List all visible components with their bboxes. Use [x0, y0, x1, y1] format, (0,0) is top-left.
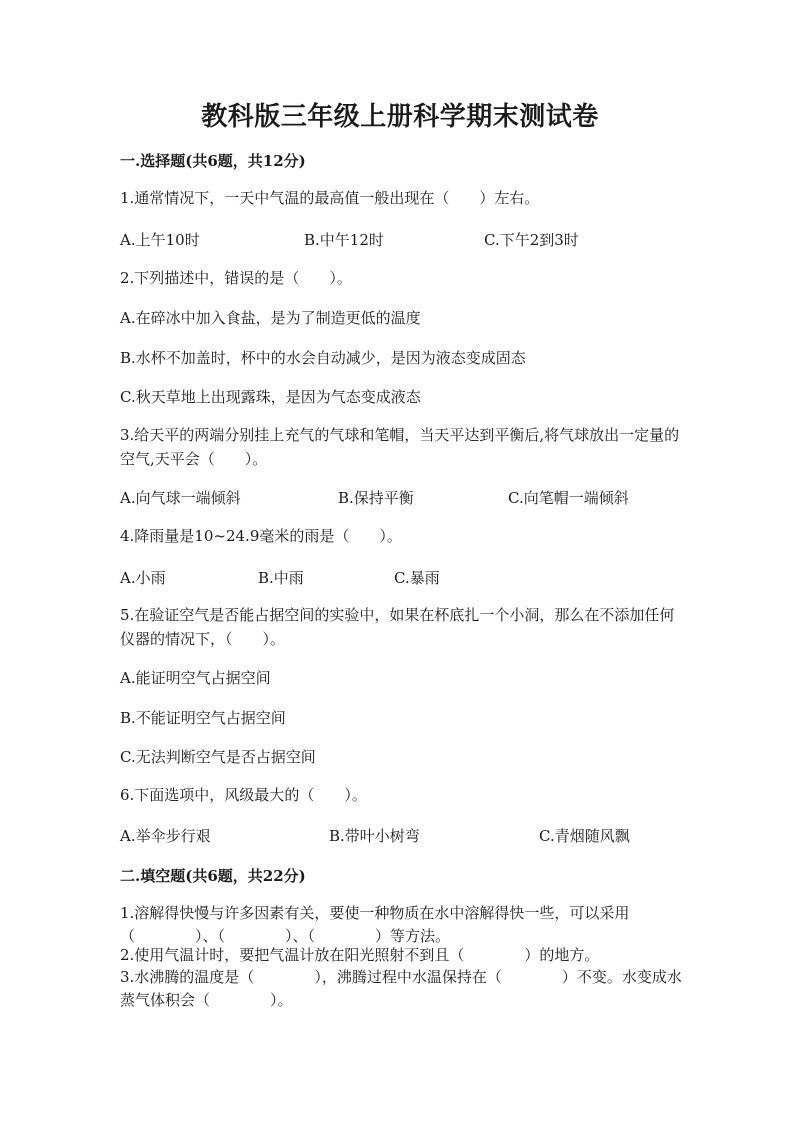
- question-2-option-b: B.水杯不加盖时，杯中的水会自动减少，是因为液态变成固态: [120, 349, 526, 367]
- question-3-option-a: A.向气球一端倾斜: [120, 489, 241, 507]
- question-6-stem: 6.下面选项中，风级最大的（ ）。: [120, 786, 367, 804]
- question-5-option-a: A.能证明空气占据空间: [120, 669, 271, 687]
- question-4-option-b: B.中雨: [258, 569, 304, 587]
- fill-question-3: 3.水沸腾的温度是（ ），沸腾过程中水温保持在（ ）不变。水变成水蒸气体积会（ ）。: [120, 968, 682, 1009]
- question-5-option-c: C.无法判断空气是否占据空间: [120, 748, 316, 766]
- page-title: 教科版三年级上册科学期末测试卷: [201, 102, 599, 132]
- question-5-option-b: B.不能证明空气占据空间: [120, 709, 286, 727]
- fill-question-2: 2.使用气温计时，要把气温计放在阳光照射不到且（ ）的地方。: [120, 946, 600, 964]
- question-2-option-a: A.在碎冰中加入食盐，是为了制造更低的温度: [120, 309, 421, 327]
- question-3-option-b: B.保持平衡: [338, 489, 414, 507]
- section-heading-choice: 一.选择题(共6题，共12分): [120, 152, 306, 170]
- question-3-stem: 3.给天平的两端分别挂上充气的气球和笔帽，当天平达到平衡后,将气球放出一定量的空气,天平会（ ）。: [120, 426, 680, 468]
- question-4-stem: 4.降雨量是10~24.9毫米的雨是（ ）。: [120, 527, 402, 545]
- question-2-stem: 2.下列描述中，错误的是（ ）。: [120, 269, 352, 287]
- question-1-option-b: B.中午12时: [304, 231, 384, 249]
- question-5-stem: 5.在验证空气是否能占据空间的实验中，如果在杯底扎一个小洞，那么在不添加任何仪器的情况下，（ ）。: [120, 606, 675, 648]
- question-6-option-a: A.举伞步行艰: [120, 827, 211, 845]
- fill-question-1: 1.溶解得快慢与许多因素有关，要使一种物质在水中溶解得快一些，可以采用（ ）、（ ）、（ ）等方法。: [120, 904, 630, 945]
- question-2-option-c: C.秋天草地上出现露珠，是因为气态变成液态: [120, 388, 421, 406]
- question-4-option-a: A.小雨: [120, 569, 166, 587]
- section-heading-fill: 二.填空题(共6题，共22分): [120, 867, 306, 885]
- question-6-option-b: B.带叶小树弯: [329, 827, 420, 845]
- question-6-option-c: C.青烟随风飘: [539, 827, 630, 845]
- question-4-option-c: C.暴雨: [394, 569, 440, 587]
- question-1-option-c: C.下午2到3时: [484, 231, 579, 249]
- question-1-stem: 1.通常情况下，一天中气温的最高值一般出现在（ ）左右。: [120, 189, 540, 207]
- question-1-option-a: A.上午10时: [120, 231, 200, 249]
- question-3-option-c: C.向笔帽一端倾斜: [508, 489, 629, 507]
